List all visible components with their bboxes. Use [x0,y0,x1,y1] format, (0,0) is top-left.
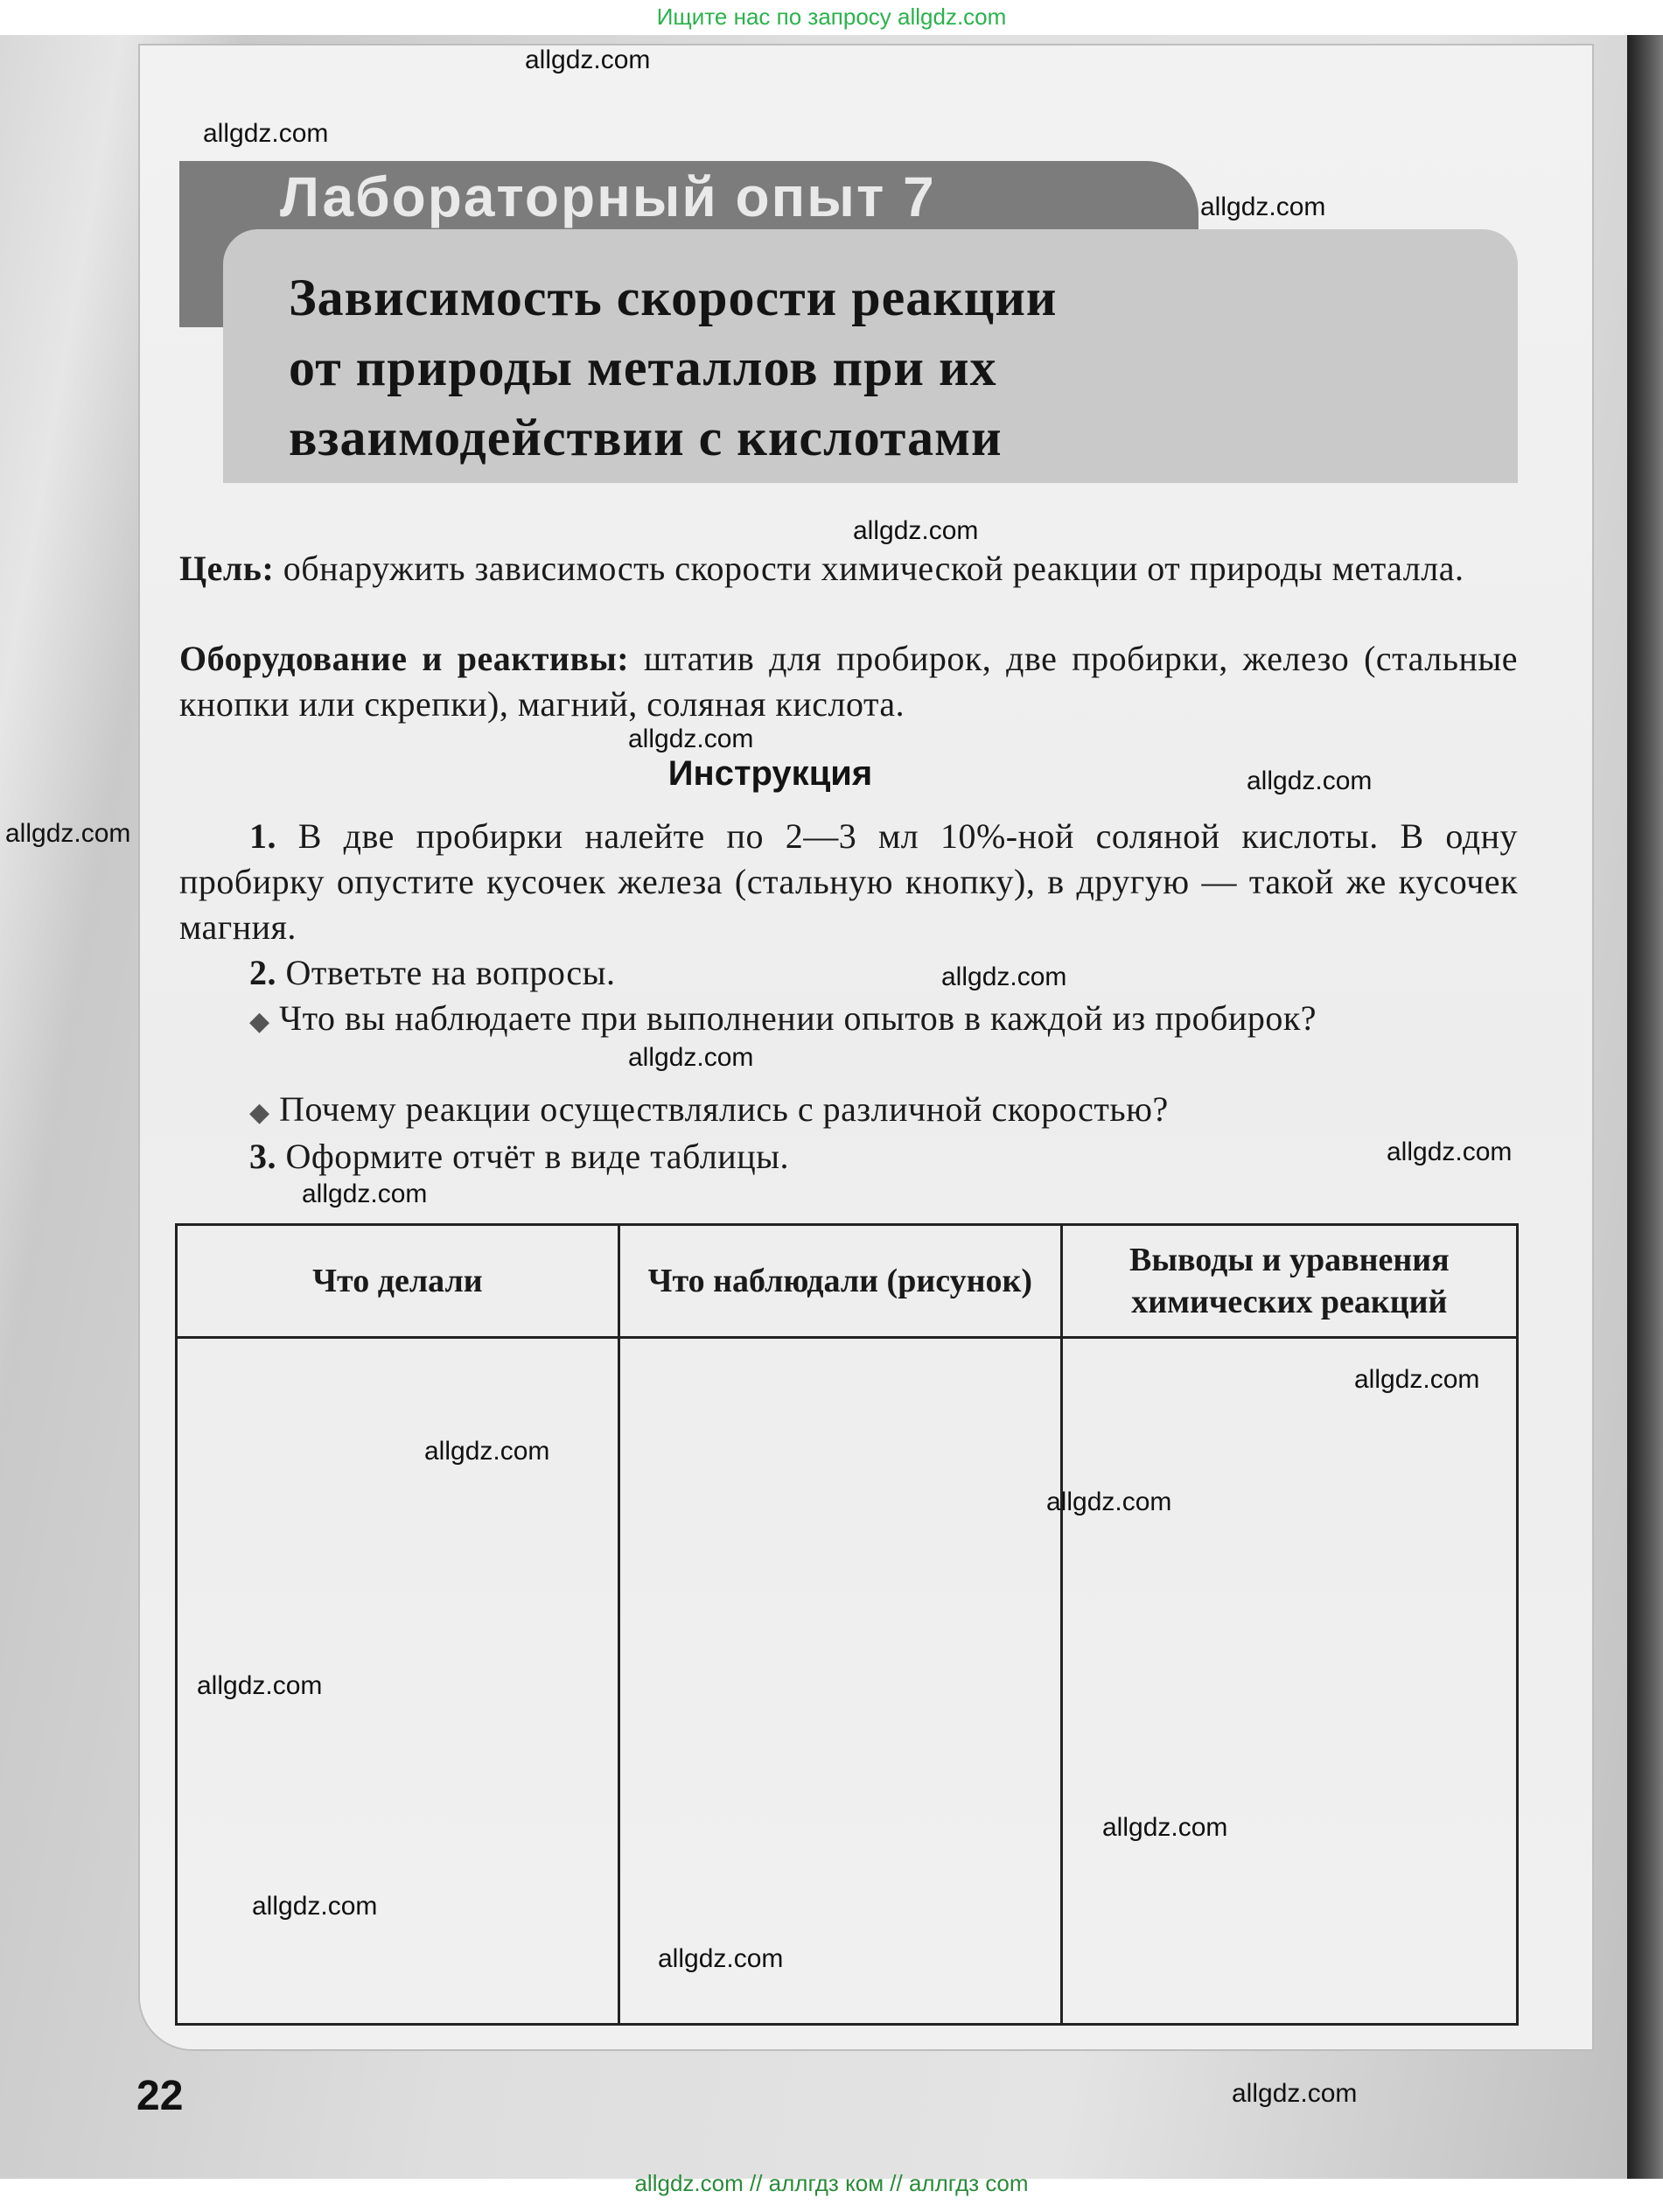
column-header-observations: Что наблюдали (рисунок) [618,1225,1061,1338]
bottom-site-links[interactable]: allgdz.com // аллгдз ком // аллгдз com [634,2170,1029,2196]
watermark: allgdz.com [252,1892,378,1921]
watermark: allgdz.com [628,1043,754,1072]
step-number: 2. [249,953,276,992]
watermark: allgdz.com [424,1437,550,1466]
table-header-row [177,1225,1518,1338]
watermark: allgdz.com [1387,1138,1513,1166]
equipment-paragraph [179,636,1518,727]
step-2 [249,950,1518,996]
step-number: 3. [249,1137,276,1176]
watermark: allgdz.com [941,962,1067,991]
watermark: allgdz.com [525,46,651,74]
watermark: allgdz.com [203,119,329,148]
watermark: allgdz.com [628,724,754,753]
watermark: allgdz.com [302,1180,428,1208]
lesson-title-line: от природы металлов при их [289,339,997,396]
watermark: allgdz.com [1232,2079,1358,2108]
step-text: Ответьте на вопросы. [276,953,616,992]
watermark: allgdz.com [1354,1365,1480,1394]
lesson-title-line: взаимодействии с кислотами [289,409,1003,466]
watermark: allgdz.com [1046,1488,1172,1516]
column-header-actions: Что делали [177,1225,619,1338]
watermark: allgdz.com [5,819,131,848]
goal-label: Цель: [179,549,275,588]
step-text: В две пробирки налейте по 2—3 мл 10%-ной соляной кислоты. В одну пробирку опустите кусочек железа (стальную кнопку), в другую — такой же кусочек магния. [179,816,1518,947]
table-row [177,1338,1518,2025]
diamond-bullet-icon: ◆ [249,1098,270,1127]
lesson-title-line: Зависимость скорости реакции [289,269,1058,326]
watermark: allgdz.com [1200,192,1326,221]
watermark: allgdz.com [1247,766,1373,795]
table-cell-observations[interactable] [618,1338,1061,2025]
goal-paragraph [179,546,1518,592]
step-1 [179,814,1518,950]
column-header-conclusions: Выводы и уравнения химических реакций [1061,1225,1517,1338]
question-text: Что вы наблюдаете при выполнении опытов в каждой из пробирок? [269,998,1317,1038]
question-1 [179,996,1518,1045]
watermark: allgdz.com [658,1944,784,1973]
top-search-banner[interactable]: Ищите нас по запросу allgdz.com [656,4,1007,30]
step-3 [249,1134,1518,1180]
equipment-label: Оборудование и реактивы: [179,639,630,678]
equipment-text: штатив для пробирок, две пробирки, железо (стальные кнопки или скрепки), магний, соляная кислота. [179,639,1518,724]
question-text: Почему реакции осуществлялись с различной скоростью? [269,1089,1169,1129]
lab-header-title: Лабораторный опыт 7 [280,165,936,228]
watermark: allgdz.com [197,1671,323,1700]
page-binding-edge [1627,35,1663,2179]
step-text: Оформите отчёт в виде таблицы. [276,1137,789,1176]
step-number: 1. [249,816,276,856]
diamond-bullet-icon: ◆ [249,1007,270,1036]
lesson-title [289,262,1058,472]
watermark: allgdz.com [853,516,979,545]
watermark: allgdz.com [1102,1813,1228,1842]
instructions-heading: Инструкция [667,754,873,793]
goal-text: обнаружить зависимость скорости химической реакции от природы металла. [274,549,1464,588]
page-number: 22 [136,2073,184,2119]
table-cell-conclusions[interactable] [1061,1338,1517,2025]
question-2 [249,1087,1518,1136]
